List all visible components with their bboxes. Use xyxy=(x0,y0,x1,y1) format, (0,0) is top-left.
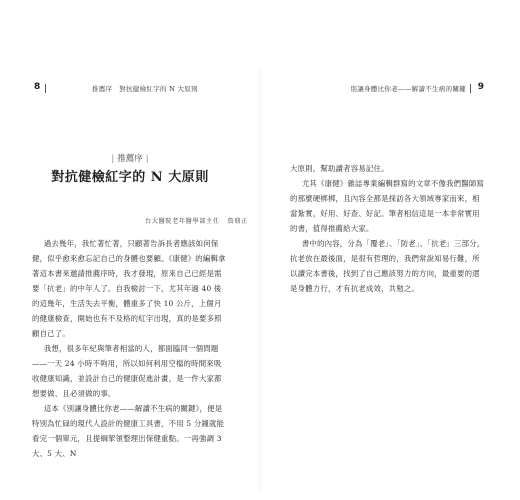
kicker-bar-right: | xyxy=(145,154,149,164)
left-page-number-divider xyxy=(45,84,46,93)
left-running-header: 推薦序 對抗健檢紅字的 N 大原則 xyxy=(92,85,198,93)
chapter-title: 對抗健檢紅字的 N 大原則 xyxy=(51,170,209,185)
left-paragraph-3: 這本《別讓身體比你老——解讀不生病的關鍵》，便是特別為忙碌的現代人設計的健康工具書，不用 5 分鐘就能看完一個單元，且提綱挈領整理出保健重點。一再強調 3 大、5 大、N xyxy=(32,404,225,458)
right-body-text xyxy=(290,161,486,296)
left-paragraph-2: 我想，很多年紀與筆者相當的人，都面臨同一個問題——一天 24 小時不夠用，所以如何利用空檔的時間來吸收健康知識，並設計自己的健康促進計畫，是一件大家都想要做、且必須做的事。 xyxy=(32,344,222,398)
left-paragraph-1: 過去幾年，我忙著忙著，只顧著告訴長者應該如何保健，似乎愈來愈忘記自己的身體也要顧。《康健》的編輯拿著這本書來邀請推薦序時，我才發現，原來自己已經是需要「抗老」的中年人了。自我檢討一下，尤其年過 40 後的這幾年，生活失去平衡，體重多了快 10 公斤，上個月的健康檢查，開始也有不及格的紅字出現，真的是要多照顧自己了。 xyxy=(32,239,226,338)
right-paragraph-3: 書中的內容，分為「覆老」、「防老」、「抗老」三部分，抗老放在最後面，是很有哲理的，我們常說知易行難，所以讀完本書後，找到了自己應該努力的方向，最重要的還是身體力行，才有抗老成效，共勉之。 xyxy=(290,239,485,293)
left-page-number: 8 xyxy=(34,82,41,92)
right-page-number: 9 xyxy=(477,82,484,92)
byline-affiliation: 台大醫院老年醫學部主任 xyxy=(144,218,220,225)
right-running-header: 別讓身體比你老——解讀不生病的關鍵 xyxy=(350,85,466,93)
right-page-number-divider xyxy=(470,84,471,93)
section-kicker xyxy=(0,152,260,164)
kicker-bar-left: | xyxy=(111,154,115,164)
right-paragraph-2: 尤其《康健》雜誌專業編輯群寫的文章不像我們醫師寫的那麼硬梆梆，且內容全都是採訪各大領域專家而來，相當紮實，好用、好查、好記。筆者相信這是一本非常實用的書，值得推薦給大家。 xyxy=(290,179,485,233)
left-body-text xyxy=(32,236,228,461)
kicker-label: 推薦序 xyxy=(117,154,143,164)
right-paragraph-1: 大原則，幫助讀者容易記住。 xyxy=(290,164,389,173)
byline xyxy=(145,216,248,225)
byline-author: 詹鼎正 xyxy=(227,218,248,225)
